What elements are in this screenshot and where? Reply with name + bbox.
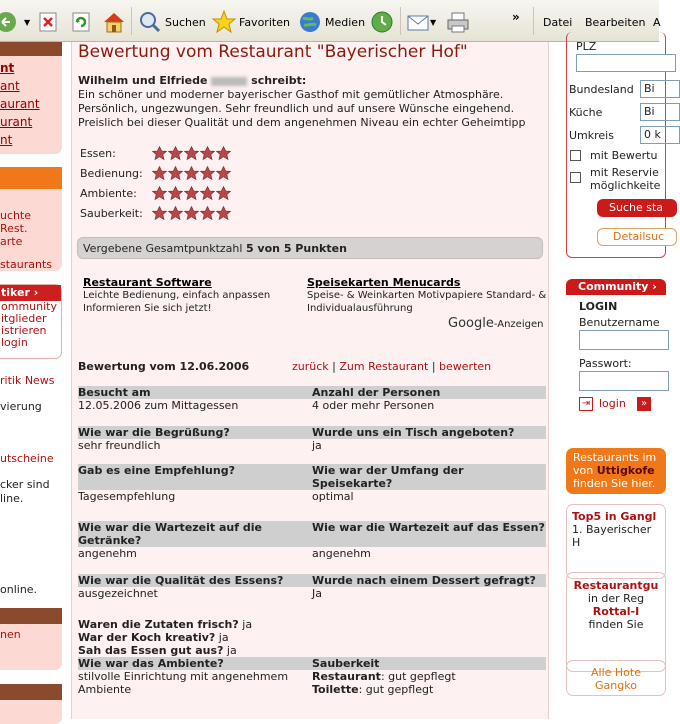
left-search-box [0, 167, 62, 271]
extra-q-1: Waren die Zutaten frisch? ja [78, 618, 253, 631]
checkbox-bewertung-label: mit Bewertu [590, 149, 658, 162]
review-date: Bewertung vom 12.06.2006 [78, 360, 250, 373]
left-link-4[interactable]: urant [0, 115, 33, 129]
mail-icon [406, 10, 430, 34]
left-kritiker-head[interactable]: tiker › [0, 285, 61, 301]
checkbox-reservierung-label: mit Reservie möglichkeite [590, 166, 661, 192]
history-icon [370, 10, 394, 34]
rating-label: Sauberkeit: [80, 206, 143, 220]
left-mid-text-1[interactable]: uchte Rest. [0, 209, 32, 235]
home-icon [102, 10, 126, 34]
rating-star-icon [168, 186, 183, 200]
search-label: Suchen [165, 15, 206, 29]
register-arrow-icon[interactable]: » [637, 397, 651, 411]
media-globe-icon [298, 10, 322, 34]
left-link-2[interactable]: ant [0, 79, 20, 93]
left-nav-box [0, 42, 62, 154]
plz-input[interactable] [576, 54, 676, 72]
left-sidebar [0, 42, 62, 719]
back-arrow-icon [0, 11, 18, 33]
qa-row: Gab es eine Empfehlung? Wie war der Umfang der Speisekarte? Tagesempfehlung optimal [78, 464, 546, 503]
password-label: Passwort: [579, 357, 632, 370]
kueche-select[interactable]: Bi [640, 103, 680, 121]
top5-heading: Top5 in Gangl [572, 510, 657, 523]
ad1-title[interactable]: Restaurant Software [83, 276, 212, 289]
rating-row [80, 146, 232, 160]
ad1-text: Leichte Bedienung, einfach anpassen Informieren Sie sich jetzt! [83, 290, 271, 314]
top5-box [566, 504, 666, 579]
left-news[interactable]: ritik News [0, 374, 55, 387]
rating-star-icon [200, 166, 215, 180]
review-nav: zurück | Zum Restaurant | bewerten [292, 360, 492, 373]
username-label: Benutzername [579, 316, 660, 329]
ad-2[interactable] [307, 276, 547, 315]
left-community-4[interactable]: login [1, 336, 28, 349]
extra-q-2: War der Koch kreativ? ja [78, 631, 229, 644]
rating-row [80, 206, 232, 220]
review-text: Ein schöner und moderner bayerischer Gasthof mit gemütlicher Atmosphäre. Persönlich, ungezwungen. Sehr freundlich und auf unsere Wünsche eingehend. Preislich bei dieser Qualität und dem angenehmen Niveau ein echter Geheimtipp [78, 88, 526, 129]
plz-label: PLZ [576, 40, 597, 53]
rating-star-icon [216, 186, 231, 200]
qa-row: Wie war die Begrüßung? Wurde uns ein Tisch angeboten? sehr freundlich ja [78, 426, 546, 452]
search-button[interactable] [138, 9, 206, 35]
rating-star-icon [216, 206, 231, 220]
rating-star-icon [184, 166, 199, 180]
left-text-2[interactable]: utscheine [0, 452, 54, 465]
hotel-box[interactable]: Alle Hote Gangko [566, 660, 666, 696]
top5-item-1[interactable]: 1. Bayerischer H [572, 523, 652, 549]
restaurant-link[interactable]: Zum Restaurant [339, 360, 429, 373]
menu-overflow[interactable]: A [653, 15, 661, 29]
blurred-surname [211, 77, 247, 86]
left-text-5: online. [0, 583, 38, 596]
password-input[interactable] [579, 371, 669, 391]
search-panel [566, 32, 666, 258]
left-mid-text-2[interactable]: arte [0, 235, 23, 248]
favorites-star-icon [212, 10, 236, 34]
print-button[interactable] [446, 9, 470, 35]
qa-row: Wie war die Wartezeit auf die Getränke? Wie war die Wartezeit auf das Essen? angenehm angenehm [78, 521, 545, 560]
media-label: Medien [325, 15, 366, 29]
google-ads-label[interactable]: Google-Anzeigen [448, 316, 544, 331]
detail-search-button[interactable]: Detailsuc [597, 228, 677, 246]
stop-icon [38, 11, 58, 33]
browser-toolbar [0, 0, 659, 42]
refresh-icon [71, 11, 91, 33]
score-bar: Vergebene Gesamtpunktzahl 5 von 5 Punkten [77, 237, 543, 259]
home-button[interactable] [102, 9, 126, 35]
extra-q-3: Sah das Essen gut aus? ja [78, 644, 237, 657]
favorites-button[interactable] [212, 9, 290, 35]
rating-star-icon [184, 186, 199, 200]
left-link-5[interactable]: nt [0, 133, 13, 147]
left-text-3: cker sind line. [0, 478, 50, 505]
back-link[interactable]: zurück [292, 360, 329, 373]
rating-label: Essen: [80, 146, 116, 160]
guide-box[interactable]: Restaurantgu in der Reg Rottal-I finden Sie [566, 572, 666, 672]
rating-label: Ambiente: [80, 186, 137, 200]
community-panel [566, 279, 666, 419]
umkreis-label: Umkreis [569, 129, 614, 142]
qa-row-ambiente: Wie war das Ambiente? Sauberkeit stilvolle Einrichtung mit angenehmem Ambiente Restaurant: gut gepflegt Toilette: gut gepflegt [78, 657, 546, 696]
left-kritiker-box [0, 284, 62, 359]
rating-star-icon [152, 166, 167, 180]
history-button[interactable] [370, 9, 394, 35]
right-sidebar [559, 40, 665, 719]
printer-icon [446, 10, 470, 34]
rating-star-icon [200, 186, 215, 200]
username-input[interactable] [579, 330, 669, 350]
left-community-1[interactable]: ommunity [1, 300, 57, 313]
rating-star-icon [184, 206, 199, 220]
refresh-button[interactable] [71, 9, 91, 35]
left-community-3[interactable]: istrieren [1, 324, 47, 337]
ad2-title[interactable]: Speisekarten Menucards [307, 276, 461, 289]
rating-star-icon [168, 206, 183, 220]
qa-row: Besucht am Anzahl der Personen 12.05.2006 zum Mittagessen 4 oder mehr Personen [78, 386, 546, 412]
menu-datei[interactable]: Datei [543, 15, 573, 29]
search-start-button[interactable]: Suche sta [597, 199, 677, 217]
umkreis-select[interactable]: 0 k [640, 126, 680, 144]
ad2-text: Speise- & Weinkarten Motivpapiere Standard- & Individualausführung [307, 290, 547, 314]
qa-row: Wie war die Qualität des Essens? Wurde nach einem Dessert gefragt? ausgezeichnet Ja [78, 574, 546, 600]
rating-star-icon [152, 186, 167, 200]
review-intro: Wilhelm und Elfriede schreibt: Ein schöner und moderner bayerischer Gasthof mit gemütlicher Atmosphäre. Persönlich, ungezwungen. Sehr freundlich und auf unsere Wünsche eingehend. Preislich bei dieser Qualität und dem angenehmen Niveau ein echter Geheimtipp [78, 74, 548, 130]
left-community-2[interactable]: itglieder [1, 312, 47, 325]
left-link-1[interactable]: nt [0, 61, 15, 75]
ad-1[interactable] [83, 276, 313, 315]
author-name: Wilhelm und Elfriede [78, 74, 208, 87]
rating-star-icon [152, 206, 167, 220]
search-icon [138, 10, 162, 34]
rating-row [80, 186, 232, 200]
promo-box[interactable]: Restaurants im von Uttigkofe finden Sie hier. [566, 448, 666, 494]
page-title: Bewertung vom Restaurant "Bayerischer Hof" [78, 42, 468, 62]
checkbox-reservierung[interactable] [570, 172, 581, 183]
rating-star-icon [200, 146, 215, 160]
menu-bearbeiten[interactable]: Bearbeiten [585, 15, 646, 29]
left-link-3[interactable]: aurant [0, 97, 40, 111]
rating-star-icon [184, 146, 199, 160]
left-mid-text-3[interactable]: staurants [0, 258, 53, 271]
left-text-6[interactable]: nen [0, 628, 21, 641]
checkbox-bewertung[interactable] [570, 150, 581, 161]
media-button[interactable] [298, 9, 365, 35]
login-icon[interactable]: ⇥ [579, 397, 593, 411]
stop-button[interactable] [38, 9, 58, 35]
login-link[interactable]: login [599, 397, 626, 410]
favorites-label: Favoriten [239, 15, 290, 29]
rate-link[interactable]: bewerten [439, 360, 492, 373]
rating-star-icon [216, 146, 231, 160]
mail-button[interactable] [406, 9, 436, 35]
rating-star-icon [168, 146, 183, 160]
login-heading: LOGIN [579, 300, 618, 313]
toolbar-overflow-icon[interactable]: » [512, 10, 520, 24]
bundesland-label: Bundesland [569, 83, 634, 96]
rating-row [80, 166, 232, 180]
rating-star-icon [168, 166, 183, 180]
kueche-label: Küche [569, 106, 603, 119]
bundesland-select[interactable]: Bi [640, 80, 680, 98]
rating-label: Bedienung: [80, 166, 143, 180]
back-button[interactable] [0, 9, 30, 35]
left-text-1: vierung [0, 400, 42, 413]
mail-dropdown-icon[interactable]: ▼ [430, 17, 437, 27]
rating-star-icon [216, 166, 231, 180]
left-box-5 [0, 684, 62, 724]
rating-star-icon [200, 206, 215, 220]
back-dropdown-icon[interactable]: ▼ [24, 17, 31, 27]
community-header[interactable]: Community › [566, 279, 666, 295]
extra-questions [78, 618, 546, 657]
rating-star-icon [152, 146, 167, 160]
main-content [71, 42, 549, 719]
score-value: 5 von 5 Punkten [245, 242, 347, 255]
left-box-4 [0, 608, 62, 670]
